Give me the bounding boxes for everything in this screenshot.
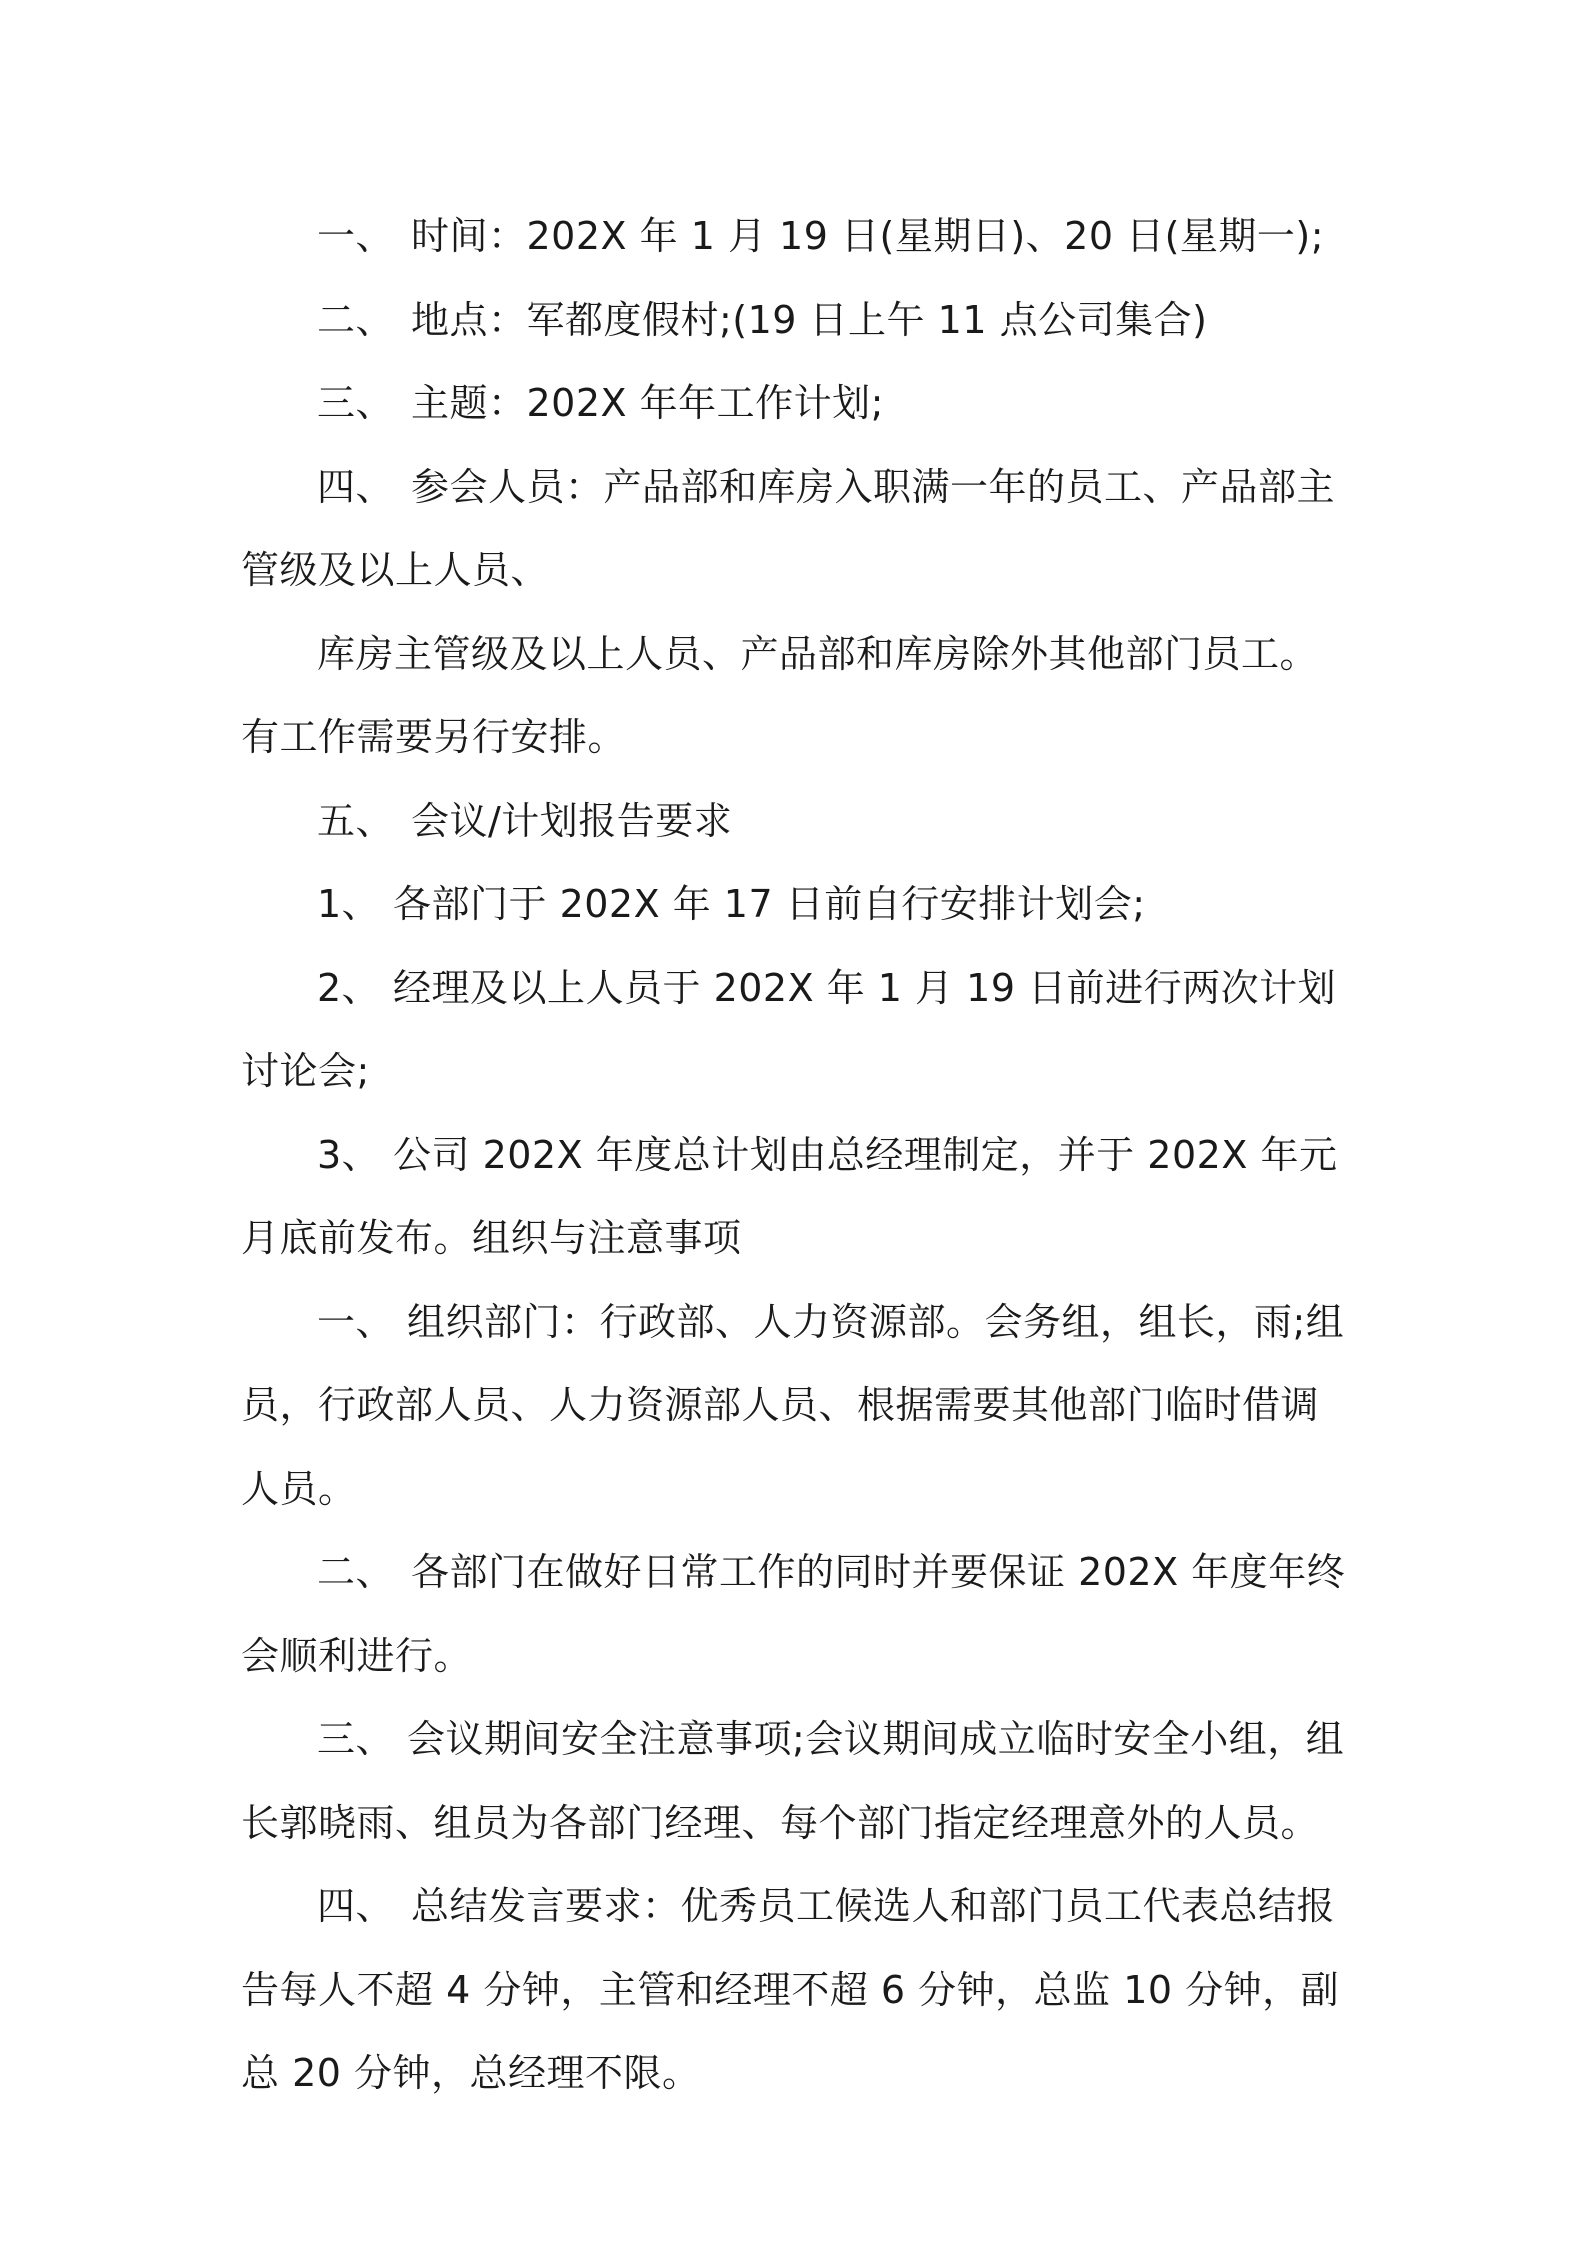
- paragraph-number: 四、: [317, 1884, 395, 1928]
- paragraph-text: 主题：202X 年年工作计划;: [411, 381, 884, 425]
- paragraph-number: 3、: [317, 1132, 381, 1177]
- paragraph-number: 二、: [317, 1550, 395, 1594]
- paragraph-text: 会议/计划报告要求: [411, 798, 733, 843]
- paragraph-text: 组织部门：行政部、人力资源部。会务组，组长，雨;组员，行政部人员、人力资源部人员、根据需要其他部门临时借调人员。: [241, 1299, 1345, 1511]
- paragraph-text: 公司 202X 年度总计划由总经理制定，并于 202X 年元月底前发布。组织与注意事项: [241, 1132, 1338, 1260]
- paragraph-text: 总结发言要求：优秀员工候选人和部门员工代表总结报告每人不超 4 分钟，主管和经理不超 6 分钟，总监 10 分钟，副总 20 分钟，总经理不限。: [241, 1884, 1340, 2095]
- paragraph-report-requirements: [241, 780, 1356, 864]
- paragraph-text: 会议期间安全注意事项;会议期间成立临时安全小组，组长郭晓雨、组员为各部门经理、每个部门指定经理意外的人员。: [241, 1717, 1345, 1845]
- paragraph-text: 各部门于 202X 年 17 日前自行安排计划会;: [393, 882, 1146, 926]
- paragraph-number: 二、: [317, 297, 395, 342]
- paragraph-number: 2、: [317, 965, 381, 1010]
- paragraph-time: [241, 195, 1356, 279]
- paragraph-number: 1、: [317, 882, 381, 926]
- paragraph-number: 三、: [317, 381, 395, 425]
- paragraph-number: 一、: [317, 1299, 395, 1344]
- paragraph-item-1: [241, 863, 1356, 947]
- paragraph-number: 五、: [317, 798, 395, 843]
- paragraph-theme: [241, 362, 1356, 446]
- paragraph-item-2: [241, 947, 1356, 1114]
- paragraph-number: 四、: [317, 464, 395, 509]
- paragraph-text: 地点：军都度假村;(19 日上午 11 点公司集合): [411, 297, 1208, 342]
- paragraph-text: 经理及以上人员于 202X 年 1 月 19 日前进行两次计划讨论会;: [241, 965, 1337, 1093]
- paragraph-number: 一、: [317, 214, 395, 258]
- paragraph-speech-requirements: [241, 1865, 1356, 2116]
- paragraph-text: 库房主管级及以上人员、产品部和库房除外其他部门员工。有工作需要另行安排。: [241, 631, 1319, 759]
- paragraph-item-3: [241, 1114, 1356, 1281]
- paragraph-number: 三、: [317, 1717, 395, 1761]
- paragraph-departments: [241, 1531, 1356, 1698]
- paragraph-text: 时间：202X 年 1 月 19 日(星期日)、20 日(星期一);: [411, 214, 1325, 258]
- paragraph-organizer: [241, 1281, 1356, 1532]
- paragraph-text: 参会人员：产品部和库房入职满一年的员工、产品部主管级及以上人员、: [241, 464, 1336, 592]
- paragraph-location: [241, 279, 1356, 363]
- paragraph-text: 各部门在做好日常工作的同时并要保证 202X 年度年终会顺利进行。: [241, 1550, 1346, 1678]
- paragraph-safety: [241, 1698, 1356, 1865]
- paragraph-attendees: [241, 446, 1356, 613]
- paragraph-attendees-continued: [241, 613, 1356, 780]
- document-body: [241, 195, 1356, 2116]
